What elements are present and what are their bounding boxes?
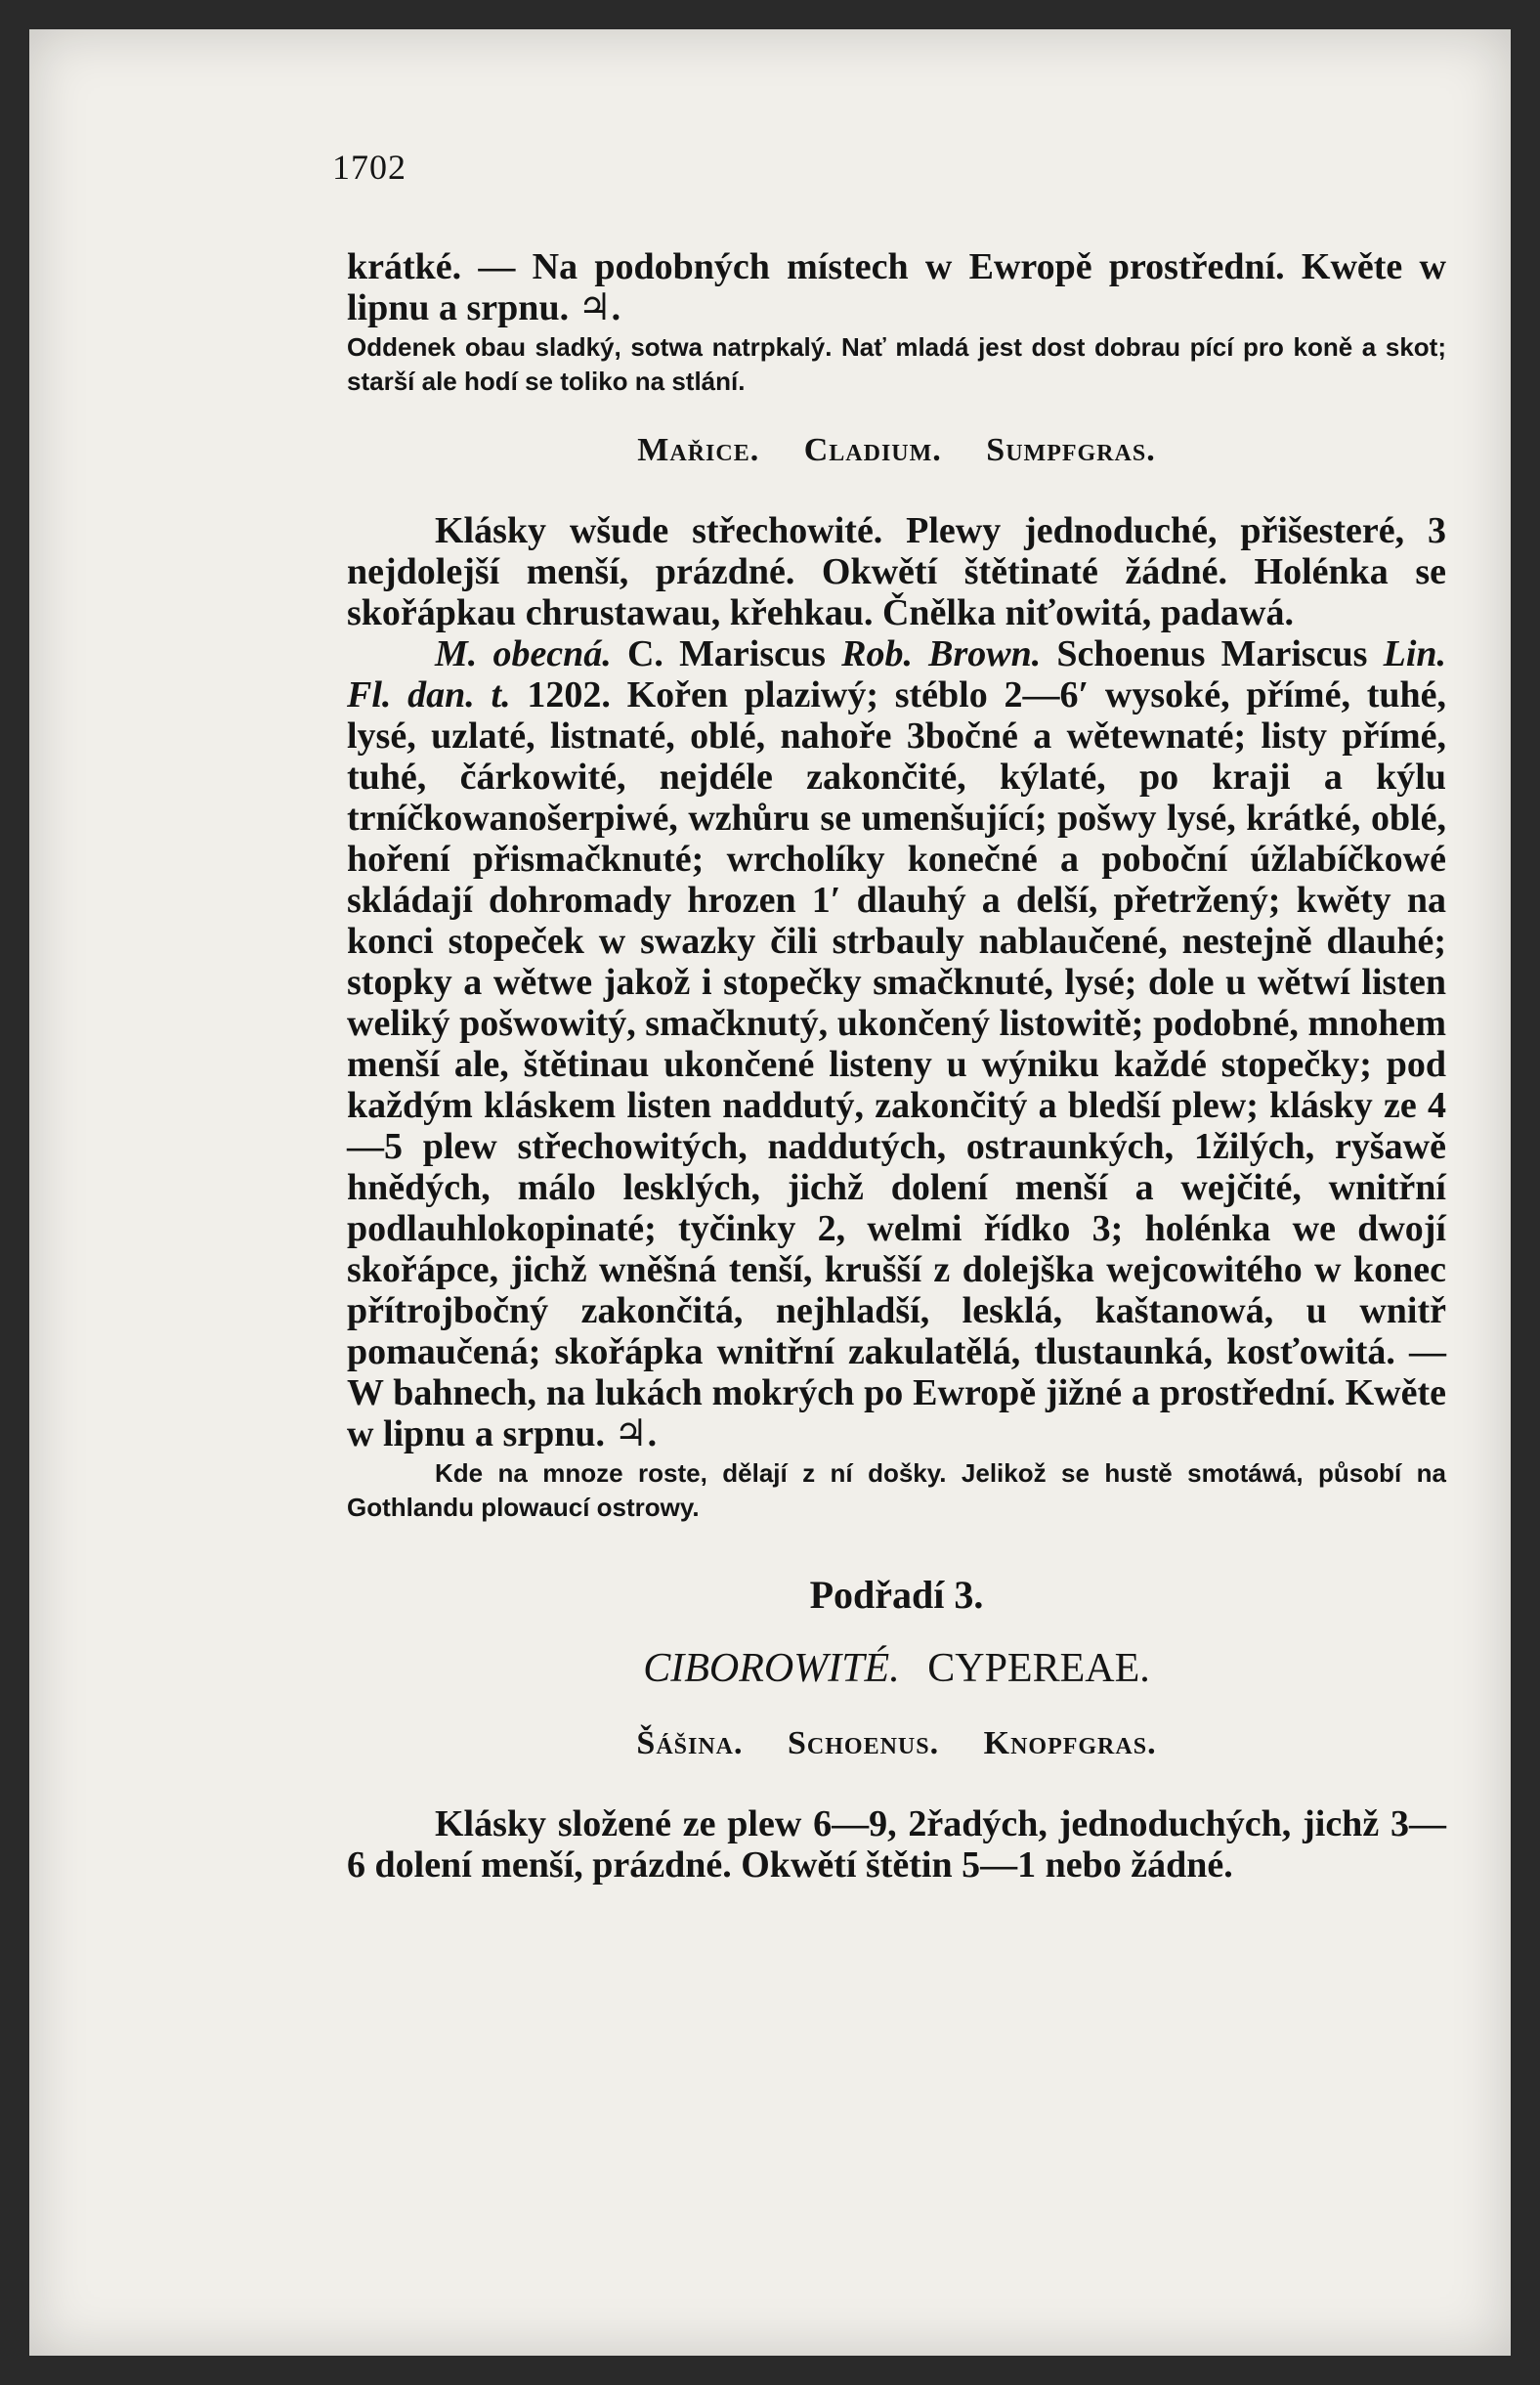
species-text-a: C. Mariscus [611, 633, 842, 674]
species-text-c: 1202. Kořen plaziwý; stéblo 2—6′ wysoké, přímé, tuhé, lysé, uzlaté, listnaté, oblé, nahoře 3bočné a wětewnaté; listy přímé, tuhé, čárkowité, nejdéle zakončité, kýlaté, po kraji a kýlu trníčkowanošerpiwé, wzhůru se umenšující; pošwy lysé, krátké, oblé, hoření přismačknuté; wrcholíky konečné a poboční úžlabíčkowé skládají dohromady hrozen 1′ dlauhý a delší, přetržený; kwěty na konci stopeček w swazky čili strbauly nablaučené, nestejně dlauhé; stopky a wětwe jakož i stopečky smačknuté, lysé; dole u wětwí listen weliký pošwowitý, smačknutý, ukončený listowitě; podobné, mnohem menší ale, štětinau ukončené listeny u wýniku každé stopečky; pod každým kláskem listen naddutý, zakončitý a bledší plew; klásky ze 4—5 plew střechowitých, naddutých, ostraunkých, 1žilých, ryšawě hnědých, málo lesklých, jichž dolení menší a wejčité, wnitřní podlauhlokopinaté; tyčinky 2, welmi řídko 3; holénka we dwojí skořápce, jichž wněšná tenší, krušší z dolejška wejcowitého w konec přítrojbočný zakončitá, nejhladší, lesklá, kaštanowá, u wnitř pomaučená; skořápka wnitřní zakulatělá, tlustaunká, kosťowitá. — W bahnech, na lukách mokrých po Ewropě jižné a prostřední. Kwěte w lipnu a srpnu. ♃. [347, 674, 1446, 1454]
genus-latin-name: Cladium. [803, 432, 942, 468]
genus-heading-schoenus [347, 1725, 1446, 1762]
genus-description: Klásky wšude střechowité. Plewy jednoduché, přišesteré, 3 nejdolejší menší, prázdné. Okwětí štětinaté žádné. Holénka se skořápkau chrustawau, křehkau. Čnělka niťowitá, padawá. [347, 510, 1446, 633]
note-rhizome: Oddenek obau sladký, sotwa natrpkalý. Nať mladá jest dost dobrau pící pro koně a skot; starší ale hodí se toliko na stlání. [347, 332, 1446, 396]
page-number: 1702 [332, 148, 406, 187]
book-page [29, 29, 1511, 2356]
genus-heading-cladium [347, 432, 1446, 469]
paragraph-habitat: krátké. — Na podobných místech w Ewropě prostřední. Kwěte w lipnu a srpnu. ♃. [347, 246, 1446, 328]
species-description [347, 633, 1446, 1454]
species-text-b: Schoenus Mariscus [1041, 633, 1384, 674]
family-heading [347, 1645, 1446, 1692]
genus2-description: Klásky složené ze plew 6—9, 2řadých, jednoduchých, jichž 3—6 dolení menší, prázdné. Okwětí štětin 5—1 nebo žádné. [347, 1803, 1446, 1886]
species-name: M. obecná. [435, 633, 612, 674]
species-reference: Lin. Fl. dan. t. [347, 633, 1447, 716]
genus-czech-name: Mařice. [637, 432, 760, 468]
subordo-heading: Podřadí 3. [809, 1573, 984, 1617]
species-author: Rob. Brown. [841, 633, 1042, 674]
family-latin-name: CYPEREAE. [927, 1646, 1150, 1691]
genus2-latin-name: Schoenus. [788, 1725, 940, 1761]
genus2-czech-name: Šášina. [636, 1725, 744, 1761]
family-czech-name: CIBOROWITÉ. [643, 1646, 900, 1691]
genus2-german-name: Knopfgras. [983, 1725, 1157, 1761]
genus-german-name: Sumpfgras. [986, 432, 1156, 468]
note-usage: Kde na mnoze roste, dělají z ní došky. Jelikož se hustě smotáwá, působí na Gothlandu plowaucí ostrowy. [347, 1458, 1446, 1522]
page-content [332, 147, 1447, 1886]
